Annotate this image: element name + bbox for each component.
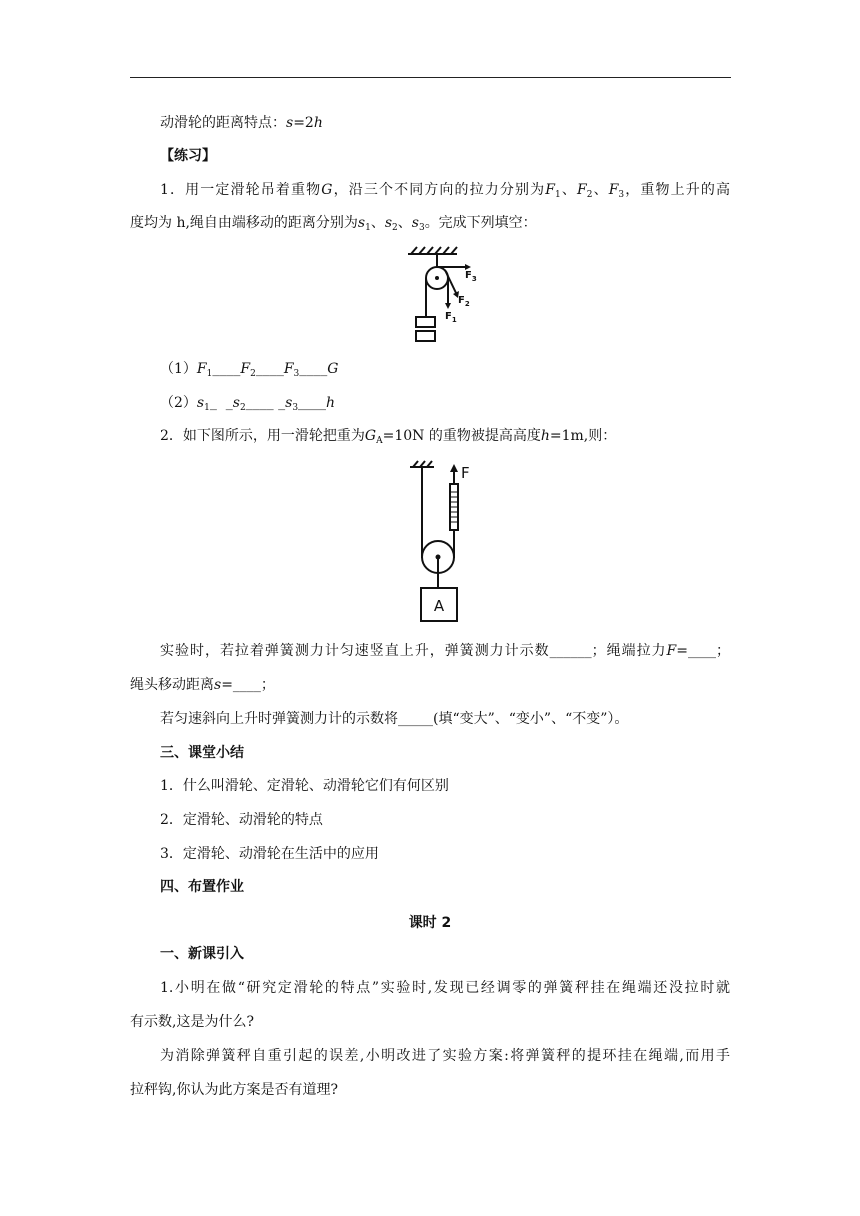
fixed-pulley-figure: [405, 245, 490, 347]
blank2-lead2: _: [278, 395, 286, 411]
q1-line2: [130, 214, 537, 237]
practice-heading: 【练习】: [160, 148, 216, 164]
intro-p1-line1: 1.小明在做“研究定滑轮的特点”实验时,发现已经调零的弹簧秤挂在绳端还没拉时就: [160, 980, 730, 996]
q1-s3: s: [411, 215, 419, 231]
q1-F2: F: [577, 182, 587, 198]
blank1-F1: F: [196, 361, 207, 377]
q2-G: G: [364, 428, 377, 444]
header-rule: [130, 77, 731, 78]
homework-heading: 四、布置作业: [160, 879, 244, 895]
summary-item-1: 1．什么叫滑轮、定滑轮、动滑轮它们有何区别: [160, 778, 449, 794]
blank2-s1: s: [196, 395, 205, 411]
q1-s1-sub: 1: [365, 223, 371, 233]
q2-h: h: [540, 428, 550, 444]
blank2-sub2: 2: [239, 403, 246, 413]
blank1-gap3: ____: [299, 361, 328, 377]
q1-sep1: 、: [560, 182, 577, 198]
hatch-mark: [435, 247, 441, 254]
summary-item-3: 3．定滑轮、动滑轮在生活中的应用: [160, 846, 379, 862]
blank1-sub3: 3: [293, 369, 300, 379]
q1-line2-text-a: 度均为 h,绳自由端移动的距离分别为: [130, 215, 358, 231]
q2-exp1-blank: =____；: [676, 643, 730, 659]
q1-blank1: [160, 360, 338, 383]
hatch-mark: [427, 247, 433, 254]
q2-G-sub: A: [376, 436, 383, 446]
q1-s3-sub: 3: [418, 223, 425, 233]
pulley-axle: [436, 555, 441, 560]
q1-sub1: 1: [555, 190, 561, 200]
q1-text-c: ，重物上升的高: [624, 182, 731, 198]
fig-label-f2-sub: 2: [464, 300, 470, 308]
q1-text-a: 1．用一定滑轮吊着重物: [160, 182, 322, 198]
hatch-mark: [411, 247, 417, 254]
summary-heading: 三、课堂小结: [160, 745, 244, 761]
q2-text-c: =1m,则：: [549, 428, 617, 444]
q1-sub3: 3: [618, 190, 625, 200]
fig-label-f2: F: [458, 295, 465, 306]
q1-sub2: 2: [586, 190, 593, 200]
svg-text:F1: [445, 311, 457, 324]
intro-p2-line2: 拉秤钩,你认为此方案是否有道理?: [130, 1082, 338, 1098]
q2-exp3: 若匀速斜向上升时弹簧测力计的示数将_____(填“变大”、“变小”、“不变”）。: [160, 711, 629, 727]
blank2-s2: s: [232, 395, 240, 411]
fig-label-f3: F: [465, 270, 472, 281]
q1-s2: s: [384, 215, 393, 231]
summary-item-2: 2．定滑轮、动滑轮的特点: [160, 812, 323, 828]
f-arrowhead: [450, 464, 458, 472]
q1-F1: F: [545, 182, 556, 198]
q1-blank2: [160, 394, 335, 417]
q2-exp1-F: F: [666, 643, 677, 659]
q2-line: [160, 427, 616, 450]
blank1-sub1: 1: [206, 369, 213, 379]
blank2-lead: _: [225, 395, 233, 411]
blank1-prefix: （1）: [160, 361, 197, 377]
fig-label-F: F: [461, 464, 470, 482]
movable-pulley-distance-line: [160, 114, 323, 132]
q2-text-a: 2．如下图所示，用一滑轮把重为: [160, 428, 365, 444]
fig-label-f1-sub: 1: [451, 316, 457, 324]
f1-arrowhead: [445, 303, 451, 309]
q1-line2-text-b: 。完成下列填空：: [424, 215, 537, 231]
blank1-sub2: 2: [250, 369, 256, 379]
q2-exp1: [160, 642, 730, 660]
fig-label-f1: F: [445, 311, 452, 322]
blank1-F2: F: [240, 361, 251, 377]
q2-exp2-text: 绳头移动距离: [130, 677, 214, 693]
q2-exp2-s: s: [214, 677, 222, 693]
q1-s1: s: [357, 215, 366, 231]
blank1-gap2: ____: [255, 361, 284, 377]
blank1-F3: F: [283, 361, 294, 377]
pulley-axle: [435, 276, 439, 280]
intro-heading: 一、新课引入: [160, 946, 244, 962]
blank2-gap3: ____: [298, 395, 327, 411]
q2-exp2: [130, 676, 275, 694]
formula-h: h: [313, 115, 323, 131]
blank2-gap1: _: [209, 395, 217, 411]
q1-G: G: [321, 182, 333, 198]
blank1-G: G: [327, 361, 339, 377]
q1-s2-sub: 2: [392, 223, 398, 233]
blank2-h: h: [326, 395, 336, 411]
blank2-prefix: （2）: [160, 395, 197, 411]
q1-line1: [160, 181, 730, 204]
movable-pulley-figure: [404, 458, 474, 626]
weight-bottom: [416, 331, 435, 341]
q1-sep2: 、: [592, 182, 609, 198]
q2-exp2-blank: =____；: [221, 677, 275, 693]
intro-p1-line2: 有示数,这是为什么?: [130, 1014, 254, 1030]
formula-s: s: [286, 115, 294, 131]
q1-F3: F: [608, 182, 619, 198]
formula-eq: =2: [293, 115, 314, 131]
q2-text-b: =10N 的重物被提高高度: [382, 428, 541, 444]
blank2-gap2: ____: [245, 395, 274, 411]
intro-p2-line1: 为消除弹簧秤自重引起的误差,小明改进了实验方案:将弹簧秤的提环挂在绳端,而用手: [160, 1048, 730, 1064]
blank1-gap1: ____: [212, 361, 241, 377]
q1-text-b: ，沿三个不同方向的拉力分别为: [332, 182, 546, 198]
blank2-sub3: 3: [292, 403, 299, 413]
fig-label-f3-sub: 3: [471, 275, 477, 283]
q1-sep4: 、: [397, 215, 412, 231]
fig-label-A: A: [433, 597, 445, 615]
q1-sep3: 、: [370, 215, 385, 231]
distance-text: 动滑轮的距离特点：: [160, 115, 286, 131]
weight-top: [416, 317, 435, 327]
hatch-mark: [451, 247, 457, 254]
lesson2-title: 课时 2: [408, 915, 452, 931]
q2-exp1-text: 实验时，若拉着弹簧测力计匀速竖直上升，弹簧测力计示数______；绳端拉力: [160, 643, 667, 659]
svg-text:F2: [458, 295, 470, 308]
blank2-sub1: 1: [204, 403, 210, 413]
hatch-mark: [419, 247, 425, 254]
hatch-mark: [443, 247, 449, 254]
svg-text:F3: [465, 270, 477, 283]
blank2-s3: s: [285, 395, 293, 411]
